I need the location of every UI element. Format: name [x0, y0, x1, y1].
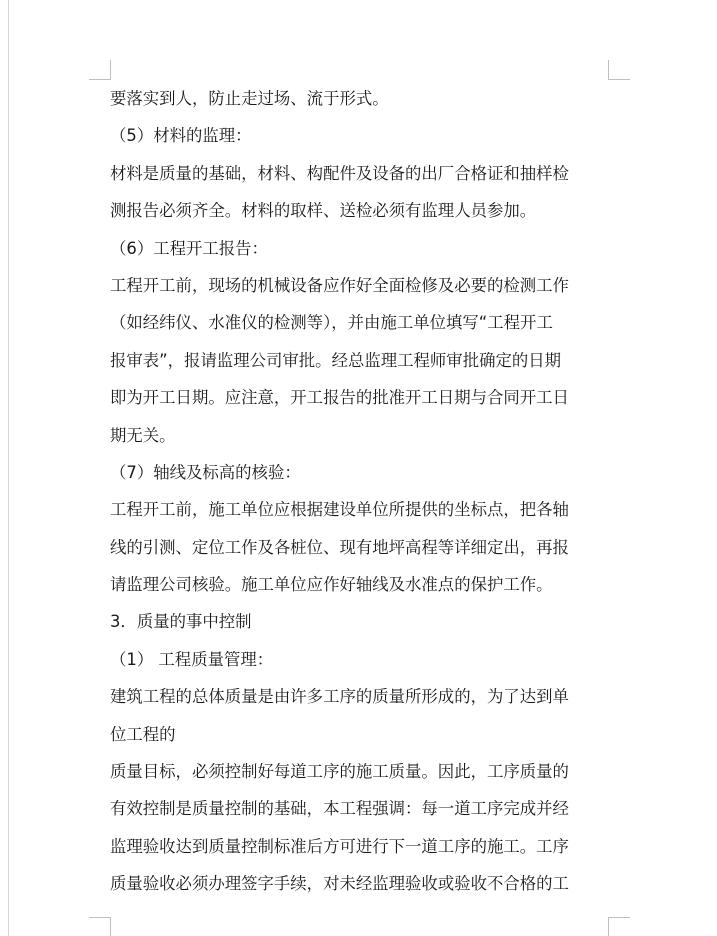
text-line: 期无关。 — [110, 425, 176, 445]
section-heading-materials: （5）材料的监理： — [110, 126, 252, 146]
text-line: 建筑工程的总体质量是由许多工序的质量所形成的，为了达到单 — [110, 687, 569, 707]
text-line: 质量目标，必须控制好每道工序的施工质量。因此，工序质量的 — [110, 762, 569, 782]
section-heading-start-report: （6）工程开工报告： — [110, 238, 268, 258]
section-heading-in-process-control: 3．质量的事中控制 — [110, 612, 252, 632]
crop-mark-bottom-left — [89, 917, 111, 936]
text-line: 要落实到人，防止走过场、流于形式。 — [110, 89, 389, 108]
text-line: 工程开工前，施工单位应根据建设单位所提供的坐标点，把各轴 — [110, 500, 569, 520]
text-line: 线的引测、定位工作及各桩位、现有地坪高程等详细定出，再报 — [110, 537, 569, 557]
text-line: 质量验收必须办理签字手续，对未经监理验收或验收不合格的工 — [110, 874, 569, 894]
text-line: 报审表”，报请监理公司审批。经总监理工程师审批确定的日期 — [110, 350, 562, 370]
text-line: 位工程的 — [110, 724, 176, 744]
section-heading-quality-management: （1） 工程质量管理： — [110, 649, 274, 669]
text-line: 测报告必须齐全。材料的取样、送检必须有监理人员参加。 — [110, 201, 537, 221]
page-edge-line — [8, 0, 9, 936]
text-line: 材料是质量的基础，材料、构配件及设备的出厂合格证和抽样检 — [110, 163, 569, 183]
crop-mark-top-right — [608, 60, 630, 80]
crop-mark-bottom-right — [608, 917, 630, 936]
text-line: 有效控制是质量控制的基础，本工程强调：每一道工序完成并经 — [110, 799, 569, 819]
section-heading-axis-check: （7）轴线及标高的核验： — [110, 462, 301, 482]
text-line: （如经纬仪、水准仪的检测等），并由施工单位填写“工程开工 — [110, 313, 553, 333]
text-line: 工程开工前，现场的机械设备应作好全面检修及必要的检测工作 — [110, 275, 569, 295]
text-line: 请监理公司核验。施工单位应作好轴线及水准点的保护工作。 — [110, 575, 553, 595]
text-line: 监理验收达到质量控制标准后方可进行下一道工序的施工。工序 — [110, 836, 569, 856]
crop-mark-top-left — [89, 60, 111, 80]
document-body — [110, 80, 610, 903]
text-line: 即为开工日期。应注意，开工报告的批准开工日期与合同开工日 — [110, 388, 569, 408]
